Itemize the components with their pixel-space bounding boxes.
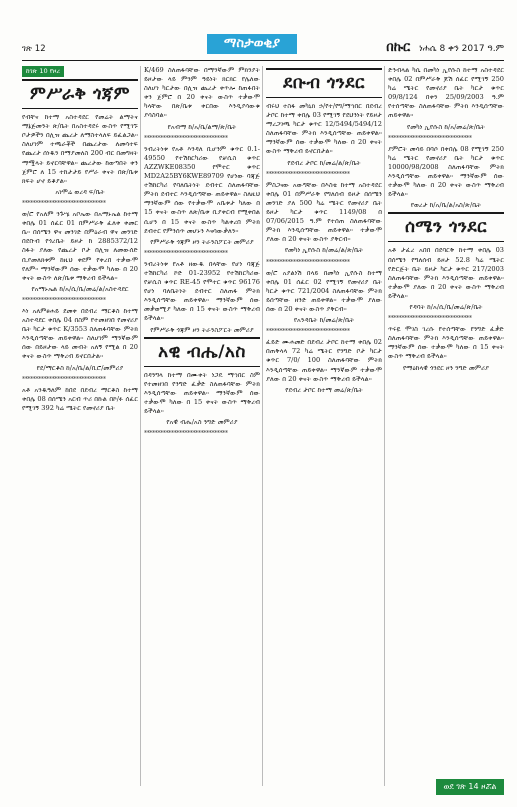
notice-text: አቶ ታፈረ አበበ በደባርቅ ከተማ ቀበሌ 03 በሰሜን የግለሰብ ይዞታ 52.8 ካሬ ሜትር የድርጅት ቤት ይዞታ ካርታ ቁጥር 217/2003 ስለጠፋባቸው ምትክ እንዲሰጣቸው ጠይቀዋል፡፡ ተቃውሞ ያለው በ 20 ቀናት ውስጥ ማቅረብ ይችላል፡፡ xyxy=(388,246,504,300)
continued-tag: ከገጽ 10 የዞረ xyxy=(22,66,64,77)
separator-line: ******************************* xyxy=(266,170,350,178)
notice-text: ፈይድ ሙሐመድ በደብረ ታቦር ከተማ ቀበሌ 02 በጠቅላላ 72 ካሬ ሜትር የንግድ ቦታ ካርታ ቁጥር 7/0/ 100 ስለጠፋባቸው ምትክ እንዲሰጣቸው ጠይቀዋል፡፡ ማንኛውም ተቃውሞ ያለው በ 20 ቀናት ውስጥ ማቅረብ ይችላል፡፡ xyxy=(266,338,382,383)
notice-signature: የምሥራቅ ጎጃም ዞን ትራንስፖርት መምሪያ xyxy=(150,325,254,334)
column-divider xyxy=(262,66,263,786)
section-masthead: ማስታወቂያ xyxy=(207,34,297,54)
notice-text: ወ/ሮ አያልነሽ በላይ በመካነ ኢየሱስ ከተማ ቀበሌ 01 ሰፈር 02 የሚገኝ የመኖሪያ ቤት ካርታ ቁጥር 721/2004 ስለጠፋባቸው ምትክ ይሰጣቸው ዘንድ ጠይቀዋል፡፡ ተቃውሞ ያለው ሰው በ 20 ቀናት ውስጥ ያቅርብ፡፡ xyxy=(266,268,382,313)
column-1 xyxy=(22,66,138,801)
notice-signature: የወረታ ከ/አ/ቤ/ል/አስ/ጽ/ቤት xyxy=(410,201,482,210)
notice-signature: የአብማ ከ/አ/ቤ/ልማ/ጽ/ቤት xyxy=(167,122,237,131)
separator-line: ******************************* xyxy=(144,430,228,438)
notice-signature: የአማኑኤል ከ/አ/ሲ/ቤ/መሬ/ል/አስተዳደር xyxy=(31,284,129,293)
notice-signature: የማዕከላዊ ጎንደር ዞን ንግድ መምሪያ xyxy=(402,363,490,372)
region-heading-box xyxy=(22,79,138,109)
region-heading: ምሥራቅ ጎጃም xyxy=(29,84,131,105)
notice-text: ንብረትነቱ የአቶ እንዳለ ቢሆንም ቁጥር 0.1-49550 የተሽከርካሪው የቻሲስ ቁጥር AZZWKE08350 የሞተር ቁጥር MD2A25BY6KWE89709 የሆነው ባጃጅ ተሽከርካሪ የባለቤትነት ደብተር ስለጠፋባቸው ምትክ ደብተር እንዲሰጣቸው ጠይቀዋል፡፡ ስለዚህ ማንኛውም ሰው የተቃውሞ አቤቱታ ካለው በ 15 ቀናት ውስጥ ለጽ/ቤቱ ቢያቀርብ የሚቀበል ሲሆን በ 15 ቀናት ውስጥ ካልቀረበ ምትክ ደብተር የምንሰጥ መሆኑን እናሳውቃለን፡፡ xyxy=(144,144,260,235)
notice-text: እነ አለምፀሐይ ደመቀ በደብረ ማርቆስ ከተማ አስተዳደር ቀበሌ 04 በስም የተመዘገበ የመኖሪያ ቤት ካርታ ቁጥር K/3553 ስለጠፋባቸው ምትክ እንዲሰጣቸው ጠይቀዋል፡፡ ስለሆነም ማንኛውም ሰው በይዞታው ላይ መብት አለኝ የሚል በ 20 ቀናት ውስጥ ማቅረብ ይኖርበታል፡፡ xyxy=(22,306,138,361)
page-number-label: ገጽ 12 xyxy=(22,44,46,54)
separator-line: ******************************* xyxy=(22,199,106,207)
notice-signature: የደብረ ታቦር ከ/መሬ/ል/ጽ/ቤት xyxy=(287,158,361,167)
notice-text: ድንብላል ካሴ በመካነ ኢየሱስ ከተማ አስተዳደር ቀበሌ 02 በምሥራቅ ጆሽ ሰፈር የሚገኝ 250 ካሬ ሜትር የመኖሪያ ቤት ካርታ ቁጥር 09/8/124 በቀን 25/09/2003 ዓ.ም የተሰጣቸው ስለጠፋባቸው ምትክ እንዲሰጣቸው ጠይቀዋል፡፡ xyxy=(388,66,504,120)
notice-text: K/469 ስለጠፋባቸው በማንኛውም ምክንያት ይዞታው ላይ ምንም ዓይነት ክርክር የሌለው ስለሆነ ካርታው በሊዝ ጨረታ ቀጥሎ ከጠፋበት ቀን ጀምሮ በ 20 ቀናት ውስጥ ተቃውሞ ካላቸው በጽ/ቤቱ ቀርበው እንዲያሳውቁ ያሳስባል፡፡ xyxy=(144,66,260,120)
notice-signature: የአንዳቤት ከ/መሬ/ጽ/ቤት xyxy=(293,316,355,325)
region-heading: ደቡብ ጎንደር xyxy=(283,73,365,93)
notice-text: ወ/ሮ የአለም ንጉሤ አቦኤው በአማኑኤል ከተማ ቀበሌ 01 ሰፈር 01 በምሥራቅ ፈለቀ ቀመር ቤ፡፡ በሰሜን ዋና መንገድ በምዕራብ ዋና መንገድ በደቡብ የጎረቤት ይዞታ ከ 2885372/12 ስፋት ያለው የጨረታ ቦታ በሊዝ ለመውሰድ ቢያመለክቱም ከዚህ ቀደም የቀረበ ተቃውሞ የለም፡፡ ማንኛውም ሰው ተቃውሞ ካለው በ 20 ቀናት ውስጥ ለጽ/ቤቱ ማቅረብ ይችላል፡፡ xyxy=(22,210,138,282)
separator-line: ******************************* xyxy=(266,258,350,266)
separator-line: ******************************* xyxy=(388,315,472,323)
continued-to-tag: ወደ ገጽ 14 ዞሯል xyxy=(436,779,504,795)
header-right xyxy=(386,40,504,55)
region-heading-box xyxy=(388,212,504,242)
region-heading-box xyxy=(266,68,382,98)
separator-line: ******************************* xyxy=(144,249,228,257)
column-3 xyxy=(266,66,382,801)
column-divider xyxy=(140,66,141,786)
notice-signature: የመካነ ኢየሱስ ከ/አ/መሬ/ጽ/ቤት xyxy=(406,122,485,131)
notice-text: አቶ አንዱዓለም ከበደ በደብረ ማርቆስ ከተማ ቀበሌ 08 በሰሜን አርብ ጥሪ በኩል በኮ/ፉ ሰፈር የሚገኝ 392 ካሬ ሜትር የመኖሪያ ቤት xyxy=(22,385,138,412)
notice-signature: አነሞሬ ወረዳ ፍ/ቤት xyxy=(55,187,105,196)
separator-line: ******************************* xyxy=(22,296,106,304)
column-2 xyxy=(144,66,260,801)
notice-signature: የዳባት ከ/አ/ሲ/ቤ/መሬ/ጽ/ቤት xyxy=(409,302,483,311)
region-heading-box xyxy=(144,337,260,367)
page-header xyxy=(22,34,504,61)
publication-name: በኩር xyxy=(386,40,411,55)
notice-text: ብሩህ ተስፋ መካኒክ ኃ/የተ/የግ/ማኅበር በደብረ ታቦር ከተማ ቀበሌ 03 የሚገኝ የደህንነት የይዞታ ማረጋገጫ ካርታ ቁጥር 12/5494/5494/12 ስለጠፋባቸው ምትክ እንዲሰጣቸው ጠይቀዋል፡፡ ማንኛውም ሰው ተቃውሞ ካለው በ 20 ቀናት ውስጥ ማቅረብ ይኖርበታል፡፡ xyxy=(266,102,382,156)
notice-text: ምስጋናው አውግቸው በእስቴ ከተማ አስተዳደር ቀበሌ 01 በምሥራቅ የግለሰብ ይዞታ በሰሜን መንገድ ያለ 500 ካሬ ሜትር የመኖሪያ ቤት ይዞታ ካርታ ቁጥር 1149/08 በ 07/06/2015 ዓ.ም የተሰጠ ስለጠፋባቸው ምትክ እንዲሰጣቸው ጠይቀዋል፡፡ ተቃውሞ ያለው በ 20 ቀናት ውስጥ ያቅርብ፡፡ xyxy=(266,180,382,244)
notice-text: በዳንግላ ከተማ በሙቀት ነጋዴ ማኅበር ስም የተመዘገበ የንግድ ፈቃድ ስለጠፋባቸው ምትክ እንዲሰጣቸው ጠይቀዋል፡፡ ማንኛውም ሰው ተቃውሞ ካለው በ 15 ቀናት ውስጥ ማቅረብ ይችላል፡፡ xyxy=(144,370,260,415)
notice-signature: የደብረ ታቦር ከተማ መሬ/ጽ/ቤት xyxy=(285,385,363,394)
notice-signature: የምሥራቅ ጎጃም ዞን ትራንስፖርት መምሪያ xyxy=(150,237,254,246)
notice-text: የብቸና ከተማ አስተዳደር የመሬት ልማትና ማኔጅመንት ጽ/ቤት በአስተዳደሩ ውስጥ የሚገኙ ቦታዎችን በሊዝ ጨረታ ለማስተላለፍ ይፈልጋል፡፡ ስለሆነም ተጫራቾች በጨረታው ለመሳተፍ የጨረታ ሰነዱን በማያመለስ 200 ብር በመግዛት ማሟላት ይኖርባቸዋል፡፡ ጨረታው ከወጣበት ቀን ጀምሮ ለ 15 ተከታታይ የሥራ ቀናት በጽ/ቤቱ ክፍት ሆኖ ይቆያል፡፡ xyxy=(22,113,138,185)
notice-signature: የመካነ ኢየሱስ ከ/መሬ/ል/ጽ/ቤት xyxy=(284,246,364,255)
notice-text: ንብረትነቱ የአቶ ዘውዱ በላቸው የሆነ ባጃጅ ተሽከርካሪ ኮድ 01-23952 የተሽከርካሪው የቻሲስ ቁጥር RE-45 የሞተር ቁጥር 96176 የሆነ ባለቤትነት ደብተር ስለጠፋ ምትክ እንዲሰጣቸው ጠይቀዋል፡፡ ማንኛውም ሰው መቃወሚያ ካለው በ 15 ቀናት ውስጥ ማቅረብ ይችላል፡፡ xyxy=(144,259,260,323)
separator-line: ******************************* xyxy=(266,328,350,336)
issue-date: ነሐሴ 8 ቀን 2017 ዓ.ም xyxy=(419,44,504,54)
separator-line: ******************************* xyxy=(22,375,106,383)
column-4 xyxy=(388,66,504,801)
notice-signature: የደ/ማርቆስ ከ/አ/ቤ/ል/ቢሮ/መምሪያ xyxy=(36,363,124,372)
notice-text: ጥሩዬ ሞገስ ገረሱ የተሰጣቸው የንግድ ፈቃድ ስለጠፋባቸው ምትክ እንዲሰጣቸው ጠይቀዋል፡፡ ማንኛውም ሰው ተቃውሞ ካለው በ 15 ቀናት ውስጥ ማቅረብ ይችላል፡፡ xyxy=(388,325,504,361)
region-heading: አዊ ብሔ/አስ xyxy=(158,341,246,362)
notice-text: ያምሮት መሳይ በባሶ በቀበሌ 08 የሚገኝ 250 ካሬ ሜትር የመኖሪያ ቤት ካርታ ቁጥር 10000/98/2008 ስለጠፋባቸው ምትክ እንዲሰጣቸው ጠይቀዋል፡፡ ማንኛውም ሰው ተቃውሞ ካለው በ 20 ቀናት ውስጥ ማቅረብ ይችላል፡፡ xyxy=(388,144,504,199)
column-divider xyxy=(384,66,385,786)
notice-signature: የአዊ ብሔ/አስ ንግድ መምሪያ xyxy=(166,418,238,427)
region-heading: ሰሜን ጎንደር xyxy=(404,217,488,238)
separator-line: ******************************* xyxy=(144,134,228,142)
separator-line: ******************************* xyxy=(388,134,472,142)
